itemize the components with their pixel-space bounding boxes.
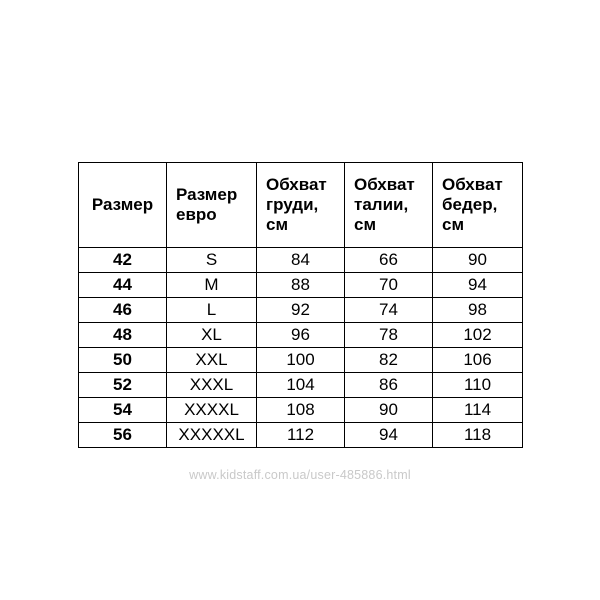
- cell-euro-size: XXL: [167, 348, 257, 373]
- column-header-chest-line3: см: [266, 215, 289, 235]
- cell-size: 54: [79, 398, 167, 423]
- table-row: [79, 248, 523, 273]
- size-table: [78, 162, 523, 448]
- cell-euro-size: XXXL: [167, 373, 257, 398]
- cell-euro-size: XL: [167, 323, 257, 348]
- cell-hips: 98: [433, 298, 523, 323]
- cell-waist: 74: [345, 298, 433, 323]
- cell-waist: 66: [345, 248, 433, 273]
- cell-euro-size: S: [167, 248, 257, 273]
- column-header-waist-line2: талии,: [354, 194, 409, 214]
- table-row: [79, 323, 523, 348]
- column-header-chest-line2: груди,: [266, 194, 319, 214]
- cell-waist: 86: [345, 373, 433, 398]
- column-header-hips: [433, 163, 523, 248]
- cell-hips: 118: [433, 423, 523, 448]
- cell-chest: 92: [257, 298, 345, 323]
- cell-euro-size: XXXXL: [167, 398, 257, 423]
- table-body: [79, 248, 523, 448]
- table-row: [79, 423, 523, 448]
- column-header-hips-line1: Обхват: [442, 174, 503, 194]
- size-chart: [78, 162, 522, 448]
- cell-size: 44: [79, 273, 167, 298]
- cell-waist: 90: [345, 398, 433, 423]
- column-header-waist: [345, 163, 433, 248]
- table-header: [79, 163, 523, 248]
- cell-chest: 104: [257, 373, 345, 398]
- cell-chest: 88: [257, 273, 345, 298]
- column-header-waist-line3: см: [354, 215, 377, 235]
- cell-chest: 96: [257, 323, 345, 348]
- cell-size: 50: [79, 348, 167, 373]
- column-header-chest: [257, 163, 345, 248]
- table-header-row: [79, 163, 523, 248]
- cell-size: 52: [79, 373, 167, 398]
- cell-euro-size: M: [167, 273, 257, 298]
- cell-chest: 108: [257, 398, 345, 423]
- column-header-size-label: Размер: [91, 194, 154, 214]
- cell-size: 56: [79, 423, 167, 448]
- cell-size: 46: [79, 298, 167, 323]
- column-header-waist-line1: Обхват: [354, 174, 415, 194]
- cell-hips: 114: [433, 398, 523, 423]
- cell-waist: 82: [345, 348, 433, 373]
- table-row: [79, 273, 523, 298]
- column-header-hips-line3: см: [442, 215, 465, 235]
- cell-waist: 78: [345, 323, 433, 348]
- cell-hips: 106: [433, 348, 523, 373]
- cell-hips: 102: [433, 323, 523, 348]
- column-header-hips-line2: бедер,: [442, 194, 498, 214]
- cell-hips: 94: [433, 273, 523, 298]
- cell-chest: 112: [257, 423, 345, 448]
- cell-hips: 110: [433, 373, 523, 398]
- cell-chest: 100: [257, 348, 345, 373]
- cell-waist: 94: [345, 423, 433, 448]
- column-header-euro-size-line1: Размер: [176, 184, 238, 204]
- column-header-size: [79, 163, 167, 248]
- cell-chest: 84: [257, 248, 345, 273]
- table-row: [79, 348, 523, 373]
- watermark: www.kidstaff.com.ua/user-485886.html: [189, 468, 411, 482]
- column-header-euro-size-line2: евро: [176, 205, 217, 224]
- cell-waist: 70: [345, 273, 433, 298]
- table-row: [79, 398, 523, 423]
- cell-size: 42: [79, 248, 167, 273]
- column-header-chest-line1: Обхват: [266, 174, 327, 194]
- cell-euro-size: L: [167, 298, 257, 323]
- cell-size: 48: [79, 323, 167, 348]
- column-header-euro-size: [167, 163, 257, 248]
- table-row: [79, 373, 523, 398]
- table-row: [79, 298, 523, 323]
- cell-hips: 90: [433, 248, 523, 273]
- cell-euro-size: XXXXXL: [167, 423, 257, 448]
